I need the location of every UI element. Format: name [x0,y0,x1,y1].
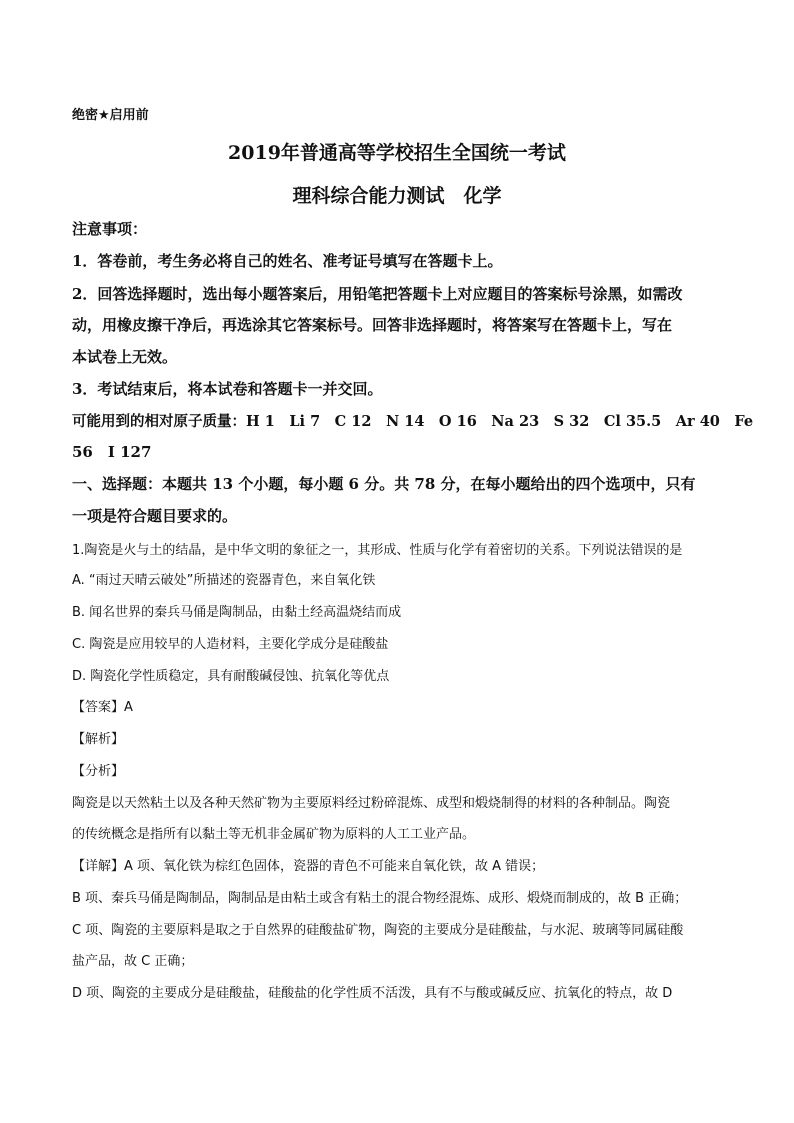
question-stem: 1.陶瓷是火与土的结晶，是中华文明的象征之一，其形成、性质与化学有着密切的关系。下列说法错误的是 [72,543,683,558]
notice-item-1: 1．答卷前，考生务必将自己的姓名、准考证号填写在答题卡上。 [72,252,503,270]
answer-label: 【答案】A [72,700,133,715]
exam-title: 2019年普通高等学校招生全国统一考试 [228,142,566,164]
notice-item-3: 3．考试结束后，将本试卷和答题卡一并交回。 [72,380,383,398]
secret-label: 绝密★启用前 [72,108,149,123]
analysis-label: 【解析】 [72,732,125,747]
fenxi-text-line-2: 的传统概念是指所有以黏土等无机非金属矿物为原料的人工工业产品。 [72,827,476,842]
exam-subtitle: 理科综合能力测试 化学 [292,185,502,207]
option-b: B. 闻名世界的秦兵马俑是陶制品，由黏土经高温烧结而成 [72,605,402,620]
section-heading-line-2: 一项是符合题目要求的。 [72,507,238,525]
notice-item-2-line-1: 2．回答选择题时，选出每小题答案后，用铅笔把答题卡上对应题目的答案标号涂黑，如需改 [72,285,683,303]
notice-item-2-line-2: 动，用橡皮擦干净后，再选涂其它答案标号。回答非选择题时，将答案写在答题卡上，写在 [72,316,673,334]
atomic-mass-line-2: 56 I 127 [72,443,152,461]
detail-d: D 项、陶瓷的主要成分是硅酸盐，硅酸盐的化学性质不活泼，具有不与酸或碱反应、抗氧化的特点，故 D [72,986,673,1001]
detail-c-line-2: 盐产品，故 C 正确； [72,954,194,969]
option-a: A. “雨过天晴云破处”所描述的瓷器青色，来自氧化铁 [72,573,376,588]
option-c: C. 陶瓷是应用较早的人造材料，主要化学成分是硅酸盐 [72,637,389,652]
notice-item-2-line-3: 本试卷上无效。 [72,348,178,366]
notice-heading: 注意事项： [72,220,148,238]
detail-c-line-1: C 项、陶瓷的主要原料是取之于自然界的硅酸盐矿物，陶瓷的主要成分是硅酸盐，与水泥、玻璃等同属硅酸 [72,923,684,938]
detail-b: B 项、秦兵马俑是陶制品，陶制品是由粘土或含有粘土的混合物经混炼、成形、煅烧而制成的，故 B 正确； [72,891,688,906]
section-heading-line-1: 一、选择题：本题共 13 个小题，每小题 6 分。共 78 分，在每小题给出的四个选项中，只有 [72,475,696,493]
fenxi-label: 【分析】 [72,764,125,779]
atomic-mass-line-1: 可能用到的相对原子质量：H 1 Li 7 C 12 N 14 O 16 Na 23 S 32 Cl 35.5 Ar 40 Fe [72,413,754,430]
detail-a: 【详解】A 项、氧化铁为棕红色固体，瓷器的青色不可能来自氧化铁，故 A 错误； [72,859,545,874]
option-d: D. 陶瓷化学性质稳定，具有耐酸碱侵蚀、抗氧化等优点 [72,669,390,684]
fenxi-text-line-1: 陶瓷是以天然粘土以及各种天然矿物为主要原料经过粉碎混炼、成型和煅烧制得的材料的各种制品。陶瓷 [72,796,671,811]
